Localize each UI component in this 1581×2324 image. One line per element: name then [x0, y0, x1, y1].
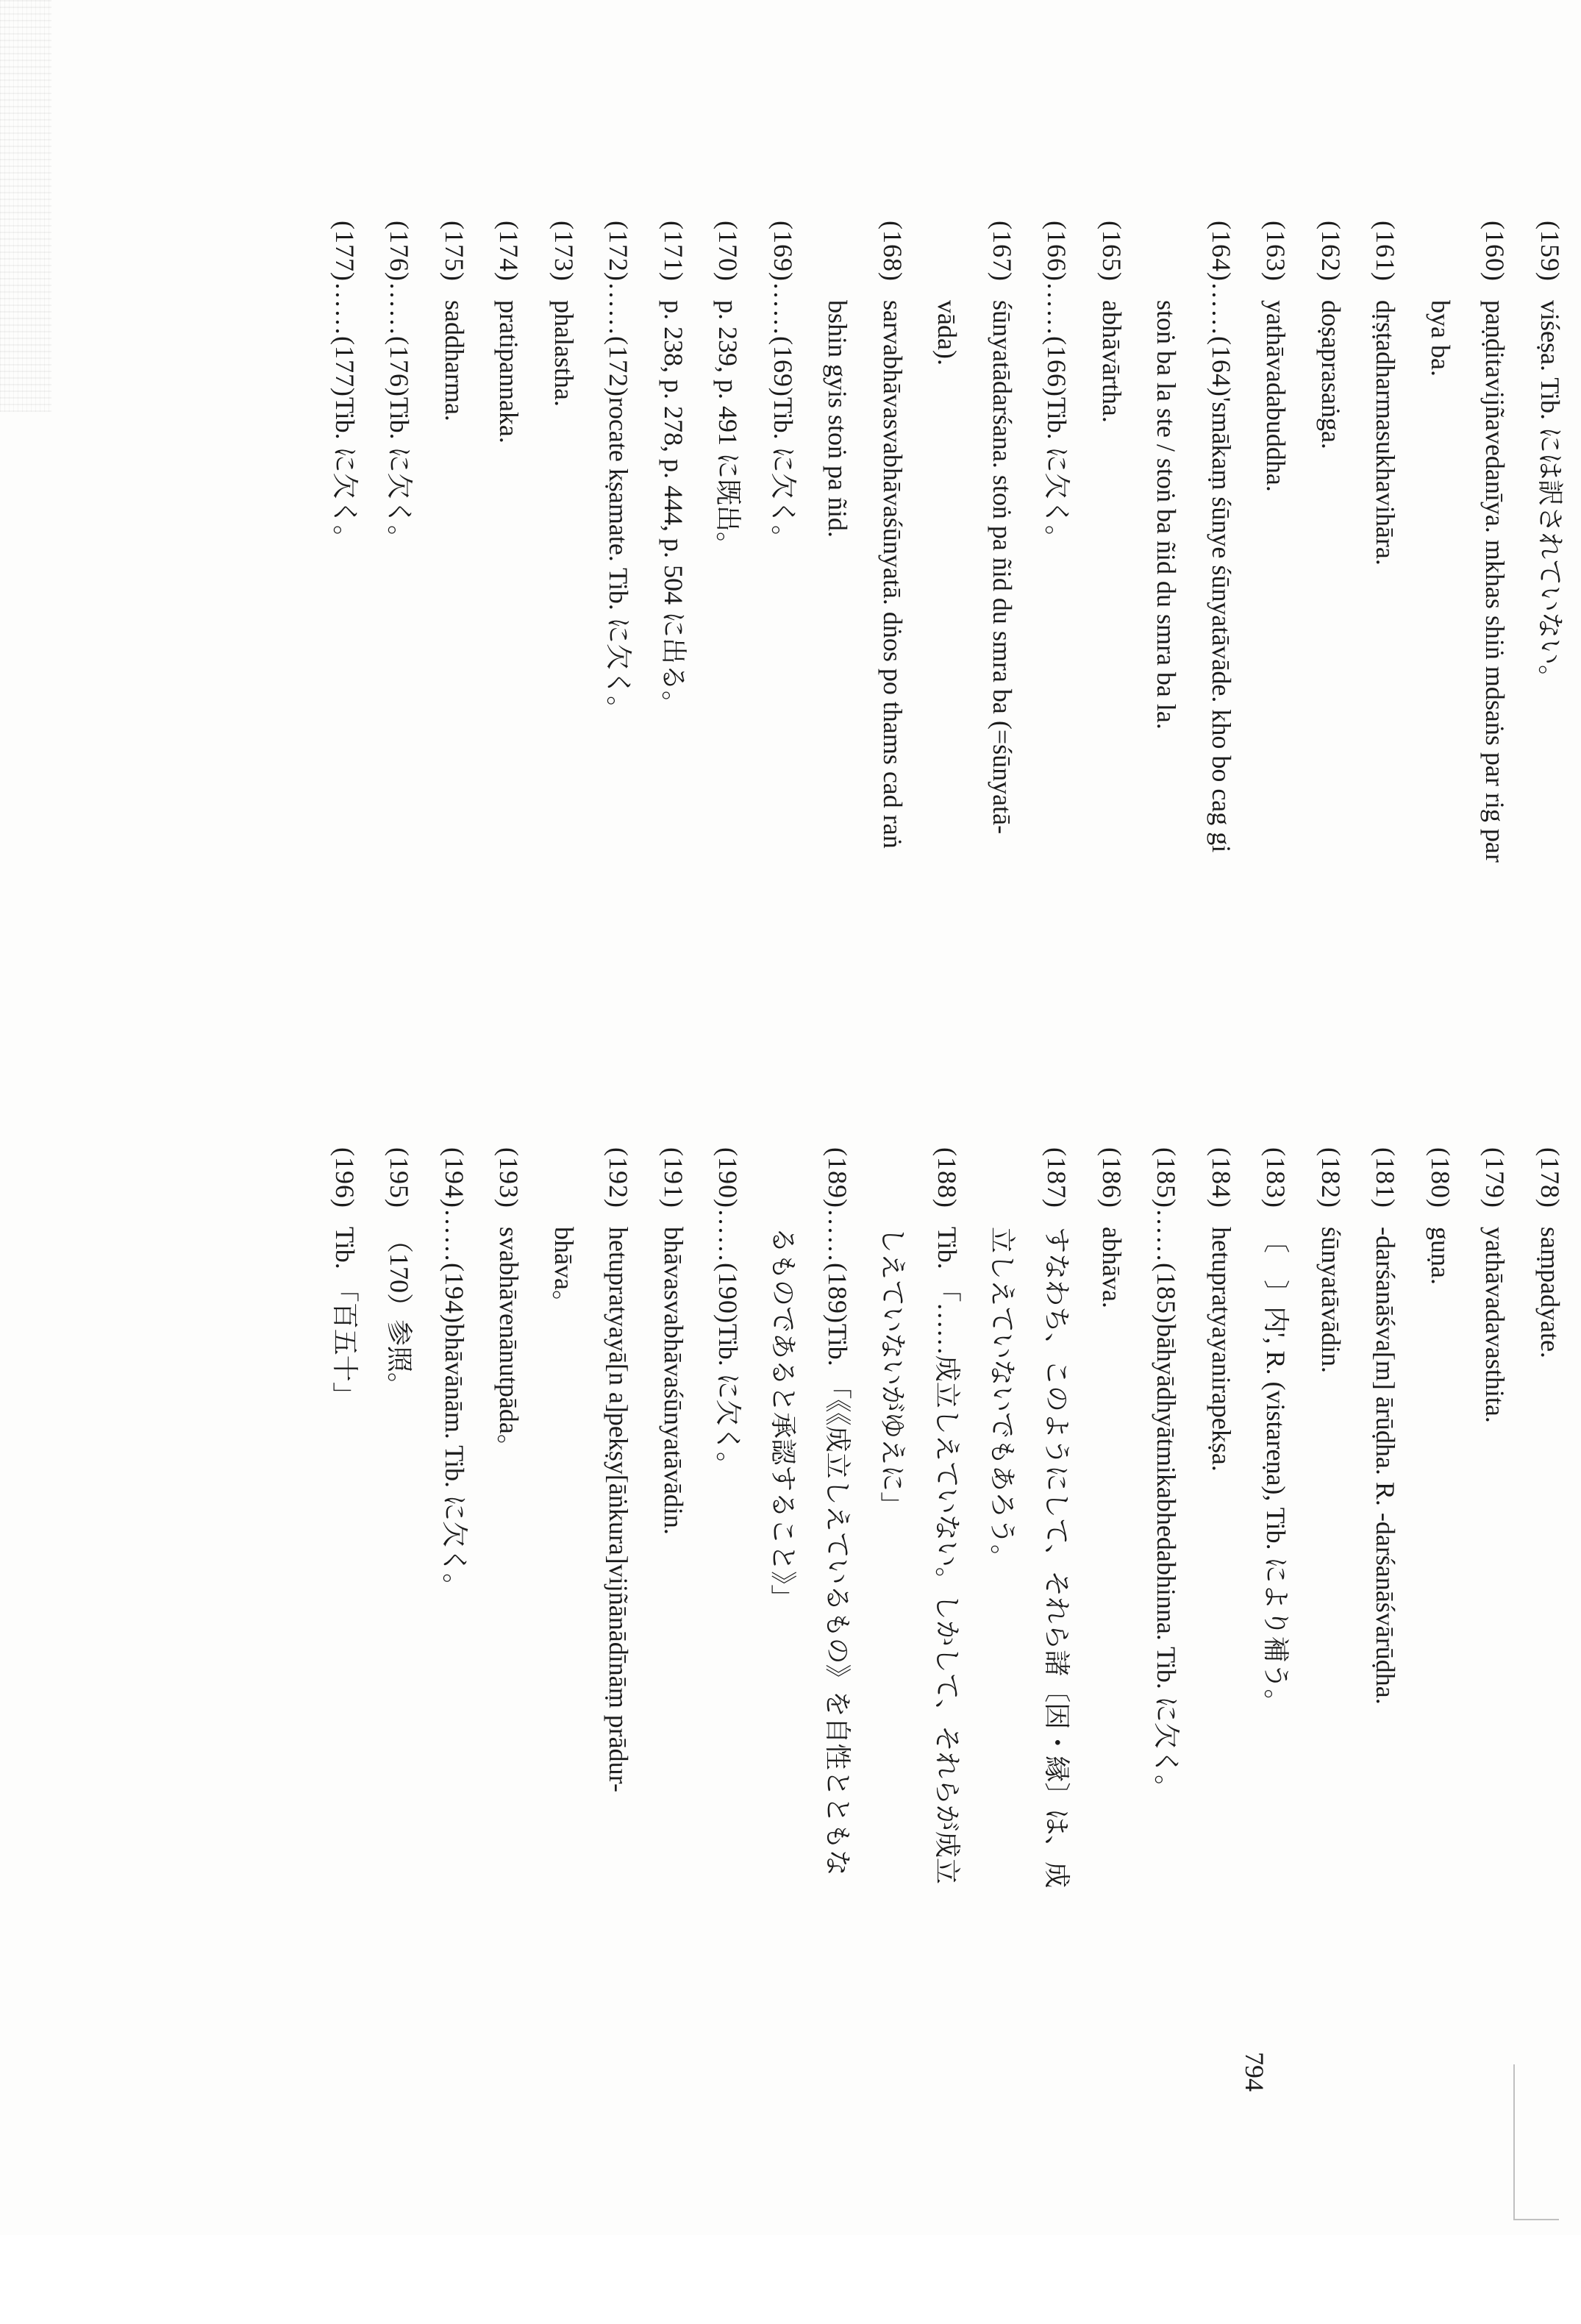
footnote-line — [756, 221, 811, 1250]
footnote-text: saṃpadyate. — [1535, 1227, 1565, 1358]
footnote-number: (181) — [1371, 1147, 1401, 1208]
footnote-line — [701, 1147, 756, 2265]
footnote-number: (168) — [878, 221, 907, 282]
footnote-number: (188) — [932, 1147, 963, 1208]
footnote-line — [591, 221, 646, 1250]
footnote-line — [1194, 221, 1249, 1250]
footnote-text: abhāvārtha. — [1097, 300, 1127, 423]
footnote-text: stoṅ ba la ste / stoṅ ba ñid du smra ba la. — [1152, 300, 1182, 730]
footnote-text: Tib. 「《《成立しえているもの》を自性とともな — [823, 1323, 853, 1876]
footnote-number: (169)……(169) — [768, 221, 798, 397]
notes-column-upper — [318, 221, 1578, 1250]
footnote-line — [318, 221, 373, 1250]
footnote-line — [1358, 1147, 1413, 2265]
footnote-number: (177)……(177) — [330, 221, 360, 397]
footnote-text: viśeṣa. Tib. には訳されていない。 — [1535, 300, 1565, 692]
notes-column-lower — [318, 1147, 1578, 2265]
footnote-text: bāhyādhyātmikabhedabhinna. Tib. に欠く。 — [1152, 1323, 1182, 1802]
footnote-text: rocate kṣamate. Tib. に欠く。 — [604, 396, 634, 723]
footnote-number: (182) — [1316, 1147, 1346, 1208]
footnote-number: (174) — [494, 221, 524, 282]
footnote-number: (184) — [1207, 1147, 1236, 1208]
footnote-text: yathāvadabuddha. — [1261, 300, 1291, 492]
footnote-line — [1304, 1147, 1359, 2265]
footnote-number: (171) — [659, 221, 688, 282]
footnote-text: Tib. に欠く。 — [1042, 396, 1072, 552]
footnote-text: dṛṣṭadharmasukhavihāra. — [1371, 300, 1401, 566]
footnote-line — [646, 221, 702, 1250]
footnote-number: (164)……(164) — [1207, 221, 1236, 397]
footnote-number: (176)……(176) — [385, 221, 415, 397]
footnote-text: しえていないがゆえに」 — [878, 1227, 907, 1519]
footnote-text: 〔 〕内', R. (vistareṇa), Tib. により補う。 — [1261, 1227, 1291, 1716]
footnote-text: saddharma. — [440, 300, 469, 421]
footnote-number: (166)……(166) — [1042, 221, 1072, 397]
footnote-text: 立しえていないでもあろう。 — [988, 1227, 1017, 1572]
footnote-text: -darśanāśva[m] ārūḍha. R. -darśanāśvārūḍha. — [1371, 1227, 1401, 1705]
footnote-number: (196) — [330, 1147, 360, 1208]
footnote-continuation-line — [810, 221, 866, 1250]
footnote-text: bya ba. — [1426, 300, 1455, 377]
footnote-text: （170）参照。 — [385, 1227, 415, 1400]
footnote-text: phalastha. — [549, 300, 579, 407]
footnote-line — [372, 221, 427, 1250]
footnote-text: 'smākaṃ śūnye śūnyatāvāde. kho bo cag gi — [1207, 396, 1236, 853]
footnote-number: (165) — [1097, 221, 1127, 282]
footnote-text: hetupratyayanirapekṣa. — [1207, 1227, 1236, 1472]
footnote-text: pratipannaka. — [494, 300, 524, 443]
footnote-line — [1249, 1147, 1304, 2265]
footnote-text: Tib. に欠く。 — [713, 1323, 743, 1478]
footnote-line — [866, 221, 921, 1250]
footnote-text: guṇa. — [1426, 1227, 1455, 1285]
footnote-number: (194)……(194) — [440, 1147, 469, 1324]
footnote-line — [1304, 221, 1359, 1250]
footnote-line — [482, 221, 537, 1250]
footnote-line — [482, 1147, 537, 2265]
footnote-number: (178) — [1535, 1147, 1565, 1208]
footnote-text: bhāva。 — [549, 1227, 579, 1316]
footnote-text: hetupratyayā[n a]pekṣy[āṅkura]vijñānādīnāṃ prādur- — [604, 1227, 634, 1792]
scanner-edge-noise — [0, 0, 51, 412]
footnote-number: (161) — [1371, 221, 1401, 282]
footnote-number: (162) — [1316, 221, 1346, 282]
footnote-number: (187) — [1042, 1147, 1072, 1208]
footnote-continuation-line — [866, 1147, 921, 2265]
footnote-number: (175) — [440, 221, 469, 282]
footnote-number: (183) — [1261, 1147, 1291, 1208]
footnote-line — [1523, 221, 1578, 1250]
footnote-text: svabhāvenānutpāda。 — [494, 1227, 524, 1461]
footnote-line — [1085, 1147, 1140, 2265]
footnote-text: Tib. 「百五十」 — [330, 1227, 360, 1408]
footnote-continuation-line — [920, 221, 975, 1250]
footnote-line — [372, 1147, 427, 2265]
page-number: 794 — [1240, 2052, 1269, 2092]
footnote-text: sarvabhāvasvabhāvaśūnyatā. dṅos po thams cad raṅ — [878, 300, 907, 849]
footnote-text: p. 239, p. 491 に既出。 — [713, 300, 743, 559]
footnote-line — [1413, 1147, 1468, 2265]
footnote-text: śūnyatāvādin. — [1316, 1227, 1346, 1373]
footnote-text: Tib. 「……成立しえていない。しかして、それらが成立 — [932, 1227, 963, 1885]
footnote-text: śūnyatādarśana. stoṅ pa ñid du smra ba (=śūnyatā- — [988, 300, 1017, 835]
footnote-number: (173) — [549, 221, 579, 282]
footnote-number: (172)……(172) — [604, 221, 634, 397]
footnote-line — [591, 1147, 646, 2265]
footnote-number: (195) — [385, 1147, 415, 1208]
footnote-number: (189)……(189) — [823, 1147, 853, 1324]
footnote-line — [427, 221, 482, 1250]
footnote-line — [1139, 1147, 1194, 2265]
footnote-text: すなわち、このようにして、それら諸〔因・縁〕は、成 — [1042, 1227, 1072, 1889]
footnote-continuation-line — [1413, 221, 1468, 1250]
footnote-number: (180) — [1426, 1147, 1455, 1208]
footnote-text: bhāvasvabhāvaśūnyatāvādin. — [659, 1227, 688, 1535]
footnote-number: (163) — [1261, 221, 1291, 282]
footnote-text: るものであると承認すること》」 — [768, 1227, 798, 1611]
footnote-line — [537, 221, 592, 1250]
footnote-text: abhāva. — [1097, 1227, 1127, 1308]
footnote-line — [1029, 221, 1085, 1250]
footnote-line — [1358, 221, 1413, 1250]
footnote-continuation-line — [756, 1147, 811, 2265]
footnote-text: yathāvadavasthita. — [1480, 1227, 1510, 1423]
footnote-line — [1468, 221, 1523, 1250]
footnote-text: doṣaprasaṅga. — [1316, 300, 1346, 449]
footnote-line — [920, 1147, 975, 2265]
footnote-number: (167) — [988, 221, 1017, 282]
footnote-line — [318, 1147, 373, 2265]
footnote-number: (192) — [604, 1147, 634, 1208]
footnote-text: Tib. に欠く。 — [330, 396, 360, 552]
footnote-continuation-line — [537, 1147, 592, 2265]
footnote-line — [646, 1147, 702, 2265]
footnote-text: vāda). — [932, 300, 963, 366]
footnote-line — [1029, 1147, 1085, 2265]
footnote-line — [810, 1147, 866, 2265]
rotated-text-area — [121, 221, 1577, 2324]
footnote-text: bhāvānām. Tib. に欠く。 — [440, 1323, 469, 1600]
footnote-number: (159) — [1535, 221, 1565, 282]
footnote-text: paṇḍitavijñavedanīya. mkhas shiṅ mdsaṅs par rig par — [1480, 300, 1510, 863]
footnote-line — [1194, 1147, 1249, 2265]
footnote-number: (190)……(190) — [713, 1147, 743, 1324]
footnote-number: (193) — [494, 1147, 524, 1208]
footnote-line — [701, 221, 756, 1250]
footnote-text: bshin gyis stoṅ pa ñid. — [823, 300, 853, 538]
footnote-text: Tib. に欠く。 — [385, 396, 415, 552]
page-corner-mark — [1513, 2064, 1559, 2220]
footnote-number: (170) — [713, 221, 743, 282]
footnote-continuation-line — [1139, 221, 1194, 1250]
footnote-number: (179) — [1480, 1147, 1510, 1208]
footnote-number: (186) — [1097, 1147, 1127, 1208]
footnote-line — [427, 1147, 482, 2265]
footnote-line — [1249, 221, 1304, 1250]
footnote-number: (191) — [659, 1147, 688, 1208]
footnote-line — [975, 221, 1030, 1250]
footnote-text: Tib. に欠く。 — [768, 396, 798, 552]
footnote-continuation-line — [975, 1147, 1030, 2265]
footnote-line — [1085, 221, 1140, 1250]
footnote-number: (160) — [1480, 221, 1510, 282]
footnote-number: (185)……(185) — [1152, 1147, 1182, 1324]
footnote-text: p. 238, p. 278, p. 444, p. 504 に出る。 — [659, 300, 688, 717]
